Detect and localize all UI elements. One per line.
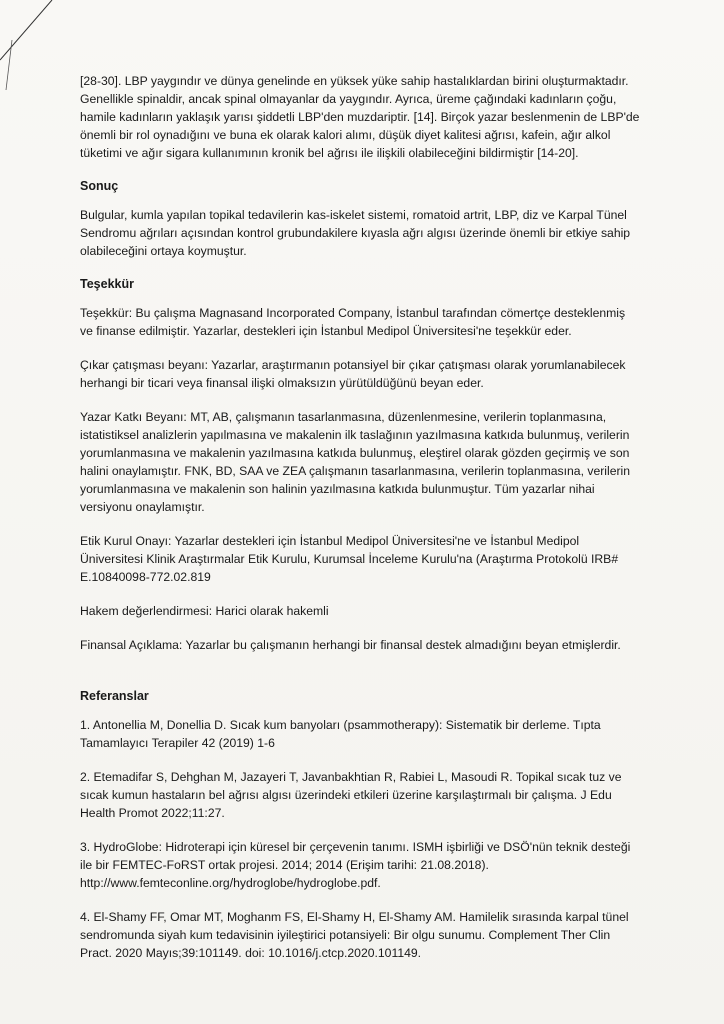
thanks-text: Teşekkür: Bu çalışma Magnasand Incorporated Company, İstanbul tarafından cömertçe desteklenmiş ve finanse edilmiştir. Yazarlar, destekleri için İstanbul Medipol Üniversitesi'ne teşekkür eder.: [80, 306, 626, 338]
funding-disclosure: Finansal Açıklama: Yazarlar bu çalışmanın herhangi bir finansal destek almadığını beyan etmişlerdir.: [80, 638, 621, 652]
ethics-approval: Etik Kurul Onayı: Yazarlar destekleri için İstanbul Medipol Üniversitesi'ne ve İstanbul Medipol Üniversitesi Klinik Araştırmalar Etik Kurulu, Kurumsal İnceleme Kurulu'na (Araştırma Protokolü IRB# E.10840098-772.02.819: [80, 534, 619, 584]
conclusion-heading: Sonuç: [80, 179, 119, 193]
intro-paragraph: [28-30]. LBP yaygındır ve dünya genelinde en yüksek yüke sahip hastalıklardan birini oluşturmaktadır. Genellikle spinaldir, ancak spinal olmayanlar da yaygındır. Ayrıca, üreme çağındaki kadınların çoğu, hamile kadınların yaklaşık yarısı şiddetli LBP'den muzdariptir. [14]. Birçok yazar beslenmenin de LBP'de önemli bir rol oynadığını ve buna ek olarak kalori alımı, düşük diyet kalitesi ağrısı, kafein, ağır alkol tüketimi ve ağır sigara kullanımının kronik bel ağrısı ile ilişkili olabileceğini bildirmiştir [14-20].: [80, 74, 640, 160]
peer-review: Hakem değerlendirmesi: Harici olarak hakemli: [80, 604, 329, 618]
document-body: [80, 72, 640, 978]
author-contributions: Yazar Katkı Beyanı: MT, AB, çalışmanın tasarlanmasına, düzenlenmesine, verilerin toplanmasına, istatistiksel analizlerin yapılmasına ve makalenin ilk taslağının yazılmasına katkıda bulunmuş, verilerin yorumlanmasına ve makalenin yazılmasına katkıda bulunmuş, eleştirel olarak gözden geçirmiş ve son halini onaylamıştır. FNK, BD, SAA ve ZEA çalışmanın tasarlanmasına, verilerin toplanmasına, verilerin yorumlanmasına ve makalenin son halinin yazılmasına katkıda bulunmuştur. Tüm yazarlar nihai versiyonu onaylamıştır.: [80, 410, 631, 514]
references-heading: Referanslar: [80, 689, 149, 703]
reference-item: 1. Antonellia M, Donellia D. Sıcak kum banyoları (psammotherapy): Sistematik bir derleme. Tıpta Tamamlayıcı Terapiler 42 (2019) 1-6: [80, 718, 601, 750]
page-edge-mark: [0, 0, 60, 90]
reference-item: 2. Etemadifar S, Dehghan M, Jazayeri T, Javanbakhtian R, Rabiei L, Masoudi R. Topikal sıcak tuz ve sıcak kumun hastaların bel ağrısı algısı üzerindeki etkileri üzerine karşılaştırmalı bir çalışma. J Edu Health Promot 2022;11:27.: [80, 770, 622, 820]
acknowledgements-heading: Teşekkür: [80, 277, 134, 291]
conflict-statement: Çıkar çatışması beyanı: Yazarlar, araştırmanın potansiyel bir çıkar çatışması olarak yorumlanabilecek herhangi bir ticari veya finansal ilişki olmaksızın yürütüldüğünü beyan eder.: [80, 358, 626, 390]
reference-item: 3. HydroGlobe: Hidroterapi için küresel bir çerçevenin tanımı. ISMH işbirliği ve DSÖ'nün teknik desteği ile bir FEMTEC-FoRST ortak projesi. 2014; 2014 (Erişim tarihi: 21.08.2018). http://www.femteconline.org/hydroglobe/hydroglobe.pdf.: [80, 840, 631, 890]
reference-item: 4. El-Shamy FF, Omar MT, Moghanm FS, El-Shamy H, El-Shamy AM. Hamilelik sırasında karpal tünel sendromunda siyah kum tedavisinin iyileştirici potansiyeli: Bir olgu sunumu. Complement Ther Clin Pract. 2020 Mayıs;39:101149. doi: 10.1016/j.ctcp.2020.101149.: [80, 910, 629, 960]
conclusion-text: Bulgular, kumla yapılan topikal tedavilerin kas-iskelet sistemi, romatoid artrit, LBP, diz ve Karpal Tünel Sendromu ağrıları açısından kontrol grubundakilere kıyasla ağrı algısı üzerinde önemli bir etkiye sahip olabileceğini ortaya koymuştur.: [80, 208, 631, 258]
